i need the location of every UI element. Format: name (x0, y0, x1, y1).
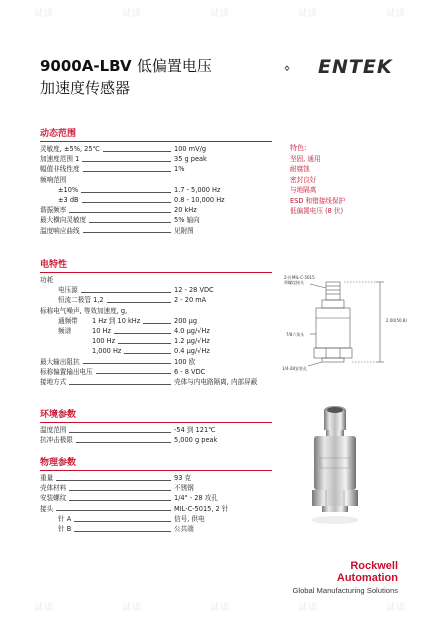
leader-line (89, 222, 171, 223)
height-label: 2.00(50.8) (386, 318, 407, 323)
physical-rows (40, 473, 280, 534)
spec-value: MIL-C-5015, 2 针 (174, 504, 229, 513)
leader-line (107, 302, 171, 303)
electrical-rows (40, 275, 280, 387)
watermark-text: 试读 (33, 9, 54, 19)
spec-row (40, 215, 280, 225)
leader-line (81, 292, 171, 293)
sensor-dimension-drawing (270, 270, 420, 390)
spec-label: 壳体材料 (40, 484, 67, 493)
leader-line (56, 510, 171, 511)
section-title-environmental: 环境参数 (40, 410, 77, 420)
leader-line (83, 232, 171, 233)
leader-line (69, 212, 171, 213)
spec-value: 4.0 μg/√Hz (174, 326, 210, 335)
spec-label: 最大输出阻抗 (40, 357, 80, 366)
spec-value: 1/4" - 28 攻孔 (174, 494, 218, 503)
spec-row (40, 435, 280, 445)
spec-condition: 10 Hz (92, 326, 111, 335)
spec-value: 1% (174, 165, 185, 174)
spec-value: 100 欧 (174, 357, 196, 366)
leader-line (143, 323, 171, 324)
section-divider (40, 272, 272, 273)
spec-value: 12 - 28 VDC (174, 286, 214, 295)
spec-value: 不锈钢 (174, 484, 194, 493)
spec-row (40, 316, 280, 326)
spec-label: ±3 dB (58, 195, 79, 204)
watermark-text: 试读 (297, 9, 318, 19)
leader-line (82, 161, 171, 162)
spec-label: 恒流二极管 1,2 (58, 296, 104, 305)
spec-label: 标称偏置输出电压 (40, 367, 93, 376)
logo-line-2: Automation (336, 572, 398, 584)
spec-value: -54 到 121℃ (174, 426, 216, 434)
feature-item: 耐腐蚀 (290, 165, 310, 174)
leader-line (82, 202, 171, 203)
spec-value: 0.4 μg/√Hz (174, 347, 210, 356)
rockwell-logo (292, 560, 398, 596)
spec-label: 抗冲击极限 (40, 436, 73, 445)
spec-row (40, 154, 280, 164)
watermark-text: 试读 (385, 9, 406, 19)
watermark-row (0, 600, 440, 614)
watermark-text: 试读 (209, 9, 230, 19)
spec-row (40, 195, 280, 205)
page-title (40, 56, 212, 76)
spec-value: 6 - 8 VDC (174, 367, 206, 376)
sensor-photo (300, 400, 370, 530)
connector-label: 2-针MIL-C-5015 (284, 275, 315, 280)
spec-label: 通频带 (58, 316, 78, 325)
section-title-electrical: 电特性 (40, 260, 68, 270)
spec-row (40, 205, 280, 215)
watermark-text: 试读 (385, 603, 406, 613)
leader-line (56, 480, 171, 481)
spec-row (40, 425, 280, 435)
feature-item: 坚固, 通用 (290, 155, 321, 163)
section-divider (40, 470, 272, 471)
spec-condition: 1,000 Hz (92, 347, 122, 356)
features-list (290, 143, 410, 216)
leader-line (103, 151, 171, 152)
spec-label: ±10% (58, 185, 79, 194)
feature-item: 与地隔离 (290, 186, 317, 195)
spec-row (40, 275, 280, 285)
page-subtitle: 加速度传感器 (40, 79, 131, 97)
spec-row (40, 144, 280, 154)
spec-value: 35 g peak (174, 155, 207, 164)
spec-row (40, 357, 280, 367)
spec-condition: 100 Hz (92, 337, 116, 346)
spec-value: 2 - 20 mA (174, 296, 207, 305)
spec-value: 壳体与内电路隔离, 内部屏蔽 (174, 377, 258, 386)
watermark-text: 试读 (121, 603, 142, 613)
feature-item: 密封良好 (290, 175, 317, 184)
watermark-text: 试读 (121, 9, 142, 19)
spec-value: 100 mV/g (174, 145, 207, 153)
spec-label: 功耗 (40, 276, 54, 284)
spec-value: 1.7 - 5,000 Hz (174, 185, 221, 194)
logo-line-1: Rockwell (350, 560, 398, 572)
spec-value: 5% 轴向 (174, 216, 200, 225)
spec-value: 93 克 (174, 474, 192, 482)
spec-row (40, 175, 280, 185)
watermark-text: 试读 (33, 603, 54, 613)
spec-label: 频谱 (58, 326, 72, 335)
spec-value: 0.8 - 10,000 Hz (174, 195, 225, 204)
spec-label: 标称电气噪声, 等效加速度, g, (40, 306, 128, 315)
spec-label: 幅值非线性度 (40, 165, 80, 174)
spec-value: 20 kHz (174, 206, 197, 215)
spec-condition: 1 Hz 到 10 kHz (92, 316, 141, 325)
dynamic-rows (40, 144, 280, 236)
spec-row (40, 285, 280, 295)
leader-line (124, 353, 171, 354)
spec-label: 加速度范围 1 (40, 155, 80, 164)
leader-line (76, 442, 171, 443)
entek-logo-icon (284, 58, 314, 78)
spec-value: 1.2 μg/√Hz (174, 337, 210, 346)
spec-label: 电压源 (58, 286, 78, 295)
hex-label: 7/8六角头 (286, 332, 305, 337)
spec-row (40, 367, 280, 377)
features-title: 特色: (290, 144, 307, 152)
spec-row (40, 326, 280, 336)
spec-value: 公共端 (174, 524, 194, 533)
feature-item: ESD 和错接线保护 (290, 196, 346, 205)
model-number: 9000A-LBV (40, 57, 132, 75)
leader-line (118, 343, 171, 344)
spec-row (40, 164, 280, 174)
leader-line (69, 500, 171, 501)
spec-row (40, 346, 280, 356)
title-zh: 低偏置电压 (136, 57, 212, 75)
spec-label: 接地方式 (40, 377, 67, 386)
brand-name: ENTEK (318, 56, 393, 78)
spec-label: 灵敏度, ±5%, 25℃ (40, 145, 100, 153)
section-divider (40, 141, 272, 142)
spec-label: 安装螺纹 (40, 494, 67, 503)
spec-label: 重量 (40, 474, 54, 482)
leader-line (74, 531, 171, 532)
spec-row (40, 185, 280, 195)
spec-label: 接头 (40, 504, 54, 513)
leader-line (69, 432, 171, 433)
spec-value: 5,000 g peak (174, 436, 218, 445)
spec-row (40, 504, 280, 514)
spec-label: 温度范围 (40, 426, 67, 434)
spec-label: 针 A (58, 514, 72, 523)
spec-row (40, 524, 280, 534)
spec-value: 200 μg (174, 316, 198, 325)
section-title-dynamic: 动态范围 (40, 129, 77, 139)
spec-row (40, 483, 280, 493)
spec-label: 频响范围 (40, 175, 67, 184)
spec-label: 温度响应曲线 (40, 226, 80, 235)
leader-line (69, 384, 171, 385)
logo-tagline: Global Manufacturing Solutions (292, 586, 398, 595)
leader-line (96, 373, 171, 374)
spec-row (40, 493, 280, 503)
environmental-rows (40, 425, 280, 445)
spec-value: 见附图 (174, 226, 194, 235)
watermark-row (0, 6, 440, 20)
leader-line (74, 521, 171, 522)
leader-line (114, 333, 171, 334)
leader-line (83, 171, 171, 172)
spec-label: 最大横向灵敏度 (40, 216, 87, 225)
watermark-text: 试读 (297, 603, 318, 613)
leader-line (83, 363, 171, 364)
spec-row (40, 377, 280, 387)
section-title-physical: 物理参数 (40, 458, 77, 468)
spec-row (40, 473, 280, 483)
spec-value: 信号, 供电 (174, 514, 205, 523)
spec-row (40, 306, 280, 316)
feature-item: 低偏置电压 (8 伏) (290, 207, 344, 216)
spec-label: 针 B (58, 524, 72, 533)
connector-label: 带螺纹接头 (284, 280, 304, 285)
spec-row (40, 295, 280, 305)
spec-row (40, 514, 280, 524)
watermark-text: 试读 (209, 603, 230, 613)
spec-label: 谐振频率 (40, 206, 67, 215)
leader-line (69, 490, 171, 491)
spec-row (40, 226, 280, 236)
spec-row (40, 336, 280, 346)
leader-line (81, 192, 171, 193)
section-divider (40, 422, 272, 423)
thread-label: 1/4-28安装孔 (282, 366, 307, 371)
